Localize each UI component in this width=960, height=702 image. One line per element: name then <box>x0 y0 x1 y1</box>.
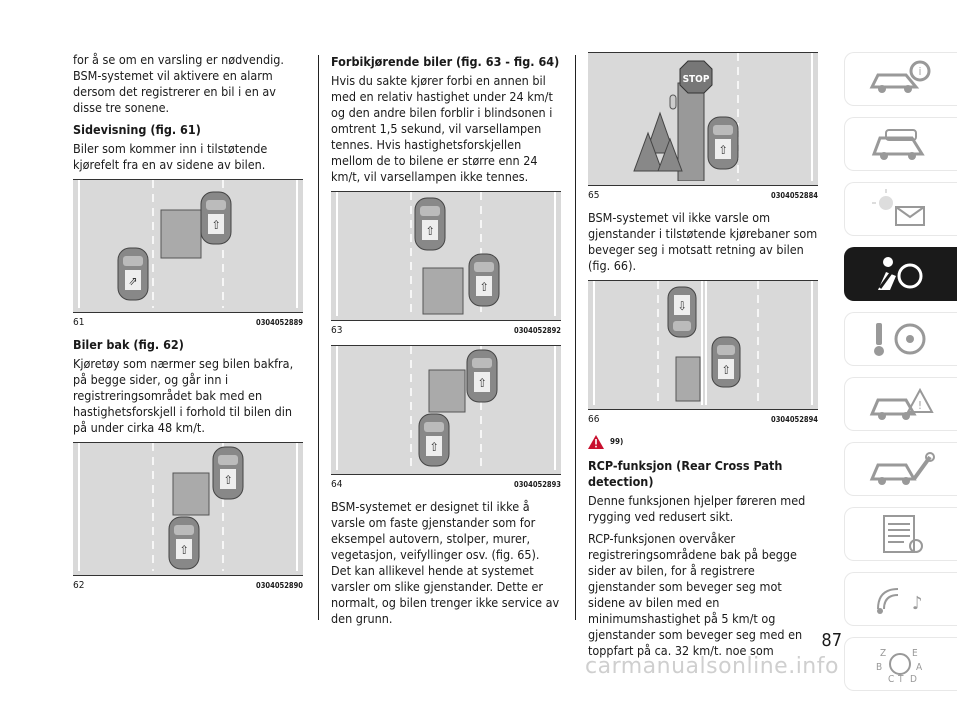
figure-65 <box>588 52 818 204</box>
figure-63 <box>331 191 561 339</box>
tab-lights[interactable] <box>844 182 957 236</box>
lights-mail-icon <box>866 189 936 229</box>
figure-number: 62 <box>73 580 85 591</box>
figure-code: 0304052894 <box>771 415 818 424</box>
svg-text:i: i <box>918 65 922 78</box>
index-letters-icon <box>866 644 936 684</box>
figure-code: 0304052884 <box>771 191 818 200</box>
paragraph: Biler som kommer inn i tilstøtende kjørefelt fra en av sidene av bilen. <box>73 141 268 172</box>
column-divider <box>575 55 576 620</box>
chapter-tabs <box>832 52 960 702</box>
figure-code: 0304052890 <box>256 581 303 590</box>
stop-sign-text: STOP <box>682 74 710 85</box>
paragraph: RCP-funksjonen overvåker registreringsområdene bak på begge sider av bilen, for å registrere gjenstander som beveger seg mot sidene av bilen med en minimumshastighet på 5 km/t og gjenstander som beveger seg med en toppfart på ca. 32 km/t. noe som <box>588 531 803 658</box>
figure-63-illustration <box>331 191 561 321</box>
car-icon <box>201 192 231 244</box>
warning-triangle-icon <box>588 435 604 449</box>
paragraph: BSM-systemet er designet til ikke å varsle om faste gjenstander som for eksempel autovern, stolper, murer, vegetasjon, veifyllinger osv. (fig. 65). Det kan allikevel hende at systemet varsler om slike gjenstander. Dette er normalt, og bilen trenger ikke service av den grunn. <box>331 499 560 626</box>
car-icon <box>419 414 449 466</box>
tab-car-info[interactable] <box>844 52 957 106</box>
index-letter: E <box>912 648 918 659</box>
figure-61-illustration <box>73 179 303 313</box>
index-letter: B <box>876 662 883 673</box>
svg-text:⇧: ⇧ <box>718 143 728 157</box>
warning-note <box>588 434 820 450</box>
column-3 <box>588 52 820 665</box>
car-icon <box>712 337 740 387</box>
car-icon <box>708 117 738 169</box>
spec-sheet-icon <box>866 514 936 554</box>
svg-text:⇧: ⇧ <box>477 376 487 390</box>
figure-number: 65 <box>588 190 600 201</box>
warning-car-icon <box>866 384 936 424</box>
column-2 <box>331 52 563 633</box>
figure-code: 0304052893 <box>514 480 561 489</box>
svg-text:⇧: ⇧ <box>179 543 189 557</box>
tab-multimedia[interactable] <box>844 572 957 626</box>
paragraph: Hvis du sakte kjører forbi en annen bil med en relativ hastighet under 24 km/t og den andre bilen forblir i blindsonen i omtrent 1,5 sekund, vil varsellampen tennes. Hvis hastighetsforskjellen mellom de to bilene er større enn 24 km/t, vil varsellampen ikke tennes. <box>331 73 553 184</box>
figure-64-illustration <box>331 345 561 475</box>
figure-number: 66 <box>588 414 600 425</box>
car-icon <box>118 248 148 300</box>
car-icon <box>469 254 499 306</box>
index-letter: A <box>916 662 923 673</box>
figure-65-illustration <box>588 52 818 186</box>
car-icon <box>169 517 199 569</box>
heading-rear-cars: Biler bak (fig. 62) <box>73 337 184 352</box>
heading-side-view: Sidevisning (fig. 61) <box>73 122 201 137</box>
paragraph: Kjøretøy som nærmer seg bilen bakfra, på begge sider, og går inn i registreringsområdet bak med en hastighetsforskjell i forhold til bilen din på under cirka 48 km/t. <box>73 356 294 435</box>
car-icon <box>415 198 445 250</box>
svg-text:⇧: ⇧ <box>211 218 221 232</box>
column-1 <box>73 52 305 600</box>
watermark: carmanualsonline.info <box>585 654 839 679</box>
car-icon <box>668 287 696 337</box>
paragraph: Denne funksjonen hjelper føreren med rygging ved redusert sikt. <box>588 493 806 524</box>
heading-overtaking: Forbikjørende biler (fig. 63 - fig. 64) <box>331 54 560 69</box>
index-letter: T <box>898 674 904 684</box>
heading-rcp: RCP-funksjon (Rear Cross Path detection) <box>588 458 783 489</box>
svg-text:♪: ♪ <box>912 593 923 614</box>
steering-key-icon <box>866 319 936 359</box>
tab-starting[interactable] <box>844 312 957 366</box>
svg-text:⇧: ⇧ <box>479 280 489 294</box>
car-icon <box>467 350 497 402</box>
tab-service[interactable] <box>844 442 957 496</box>
figure-62 <box>73 442 303 594</box>
svg-text:⇧: ⇧ <box>429 440 439 454</box>
media-signal-icon <box>866 579 936 619</box>
svg-text:⇩: ⇩ <box>677 299 687 313</box>
figure-number: 64 <box>331 479 343 490</box>
figure-61 <box>73 179 303 331</box>
paragraph: BSM-systemet vil ikke varsle om gjenstander i tilstøtende kjørebaner som beveger seg i motsatt retning av bilen (fig. 66). <box>588 210 818 273</box>
figure-66 <box>588 280 818 428</box>
figure-code: 0304052889 <box>256 318 303 327</box>
index-letter: C <box>888 674 895 684</box>
svg-text:!: ! <box>918 399 922 412</box>
airbag-safety-icon <box>866 254 936 294</box>
index-letter: Z <box>880 648 887 659</box>
svg-text:⇗: ⇗ <box>128 274 138 288</box>
tab-dashboard[interactable] <box>844 117 957 171</box>
tab-specifications[interactable] <box>844 507 957 561</box>
car-icon <box>213 447 243 499</box>
svg-text:⇧: ⇧ <box>425 224 435 238</box>
figure-64 <box>331 345 561 493</box>
svg-text:⇧: ⇧ <box>721 363 731 377</box>
column-divider <box>318 55 319 620</box>
page-number: 87 <box>821 630 842 651</box>
tab-emergency[interactable] <box>844 377 957 431</box>
figure-66-illustration <box>588 280 818 410</box>
service-wrench-icon <box>866 449 936 489</box>
figure-number: 63 <box>331 325 343 336</box>
warning-reference: 99) <box>610 437 624 446</box>
figure-number: 61 <box>73 317 85 328</box>
tab-safety[interactable] <box>844 247 957 301</box>
svg-text:⇧: ⇧ <box>223 473 233 487</box>
index-letter: D <box>910 674 917 684</box>
paragraph: for å se om en varsling er nødvendig. BSM-systemet vil aktivere en alarm dersom det registrerer en bil i en av disse tre sonene. <box>73 52 284 115</box>
dashboard-car-icon <box>866 124 936 164</box>
figure-62-illustration <box>73 442 303 576</box>
car-info-icon <box>866 59 936 99</box>
figure-code: 0304052892 <box>514 326 561 335</box>
